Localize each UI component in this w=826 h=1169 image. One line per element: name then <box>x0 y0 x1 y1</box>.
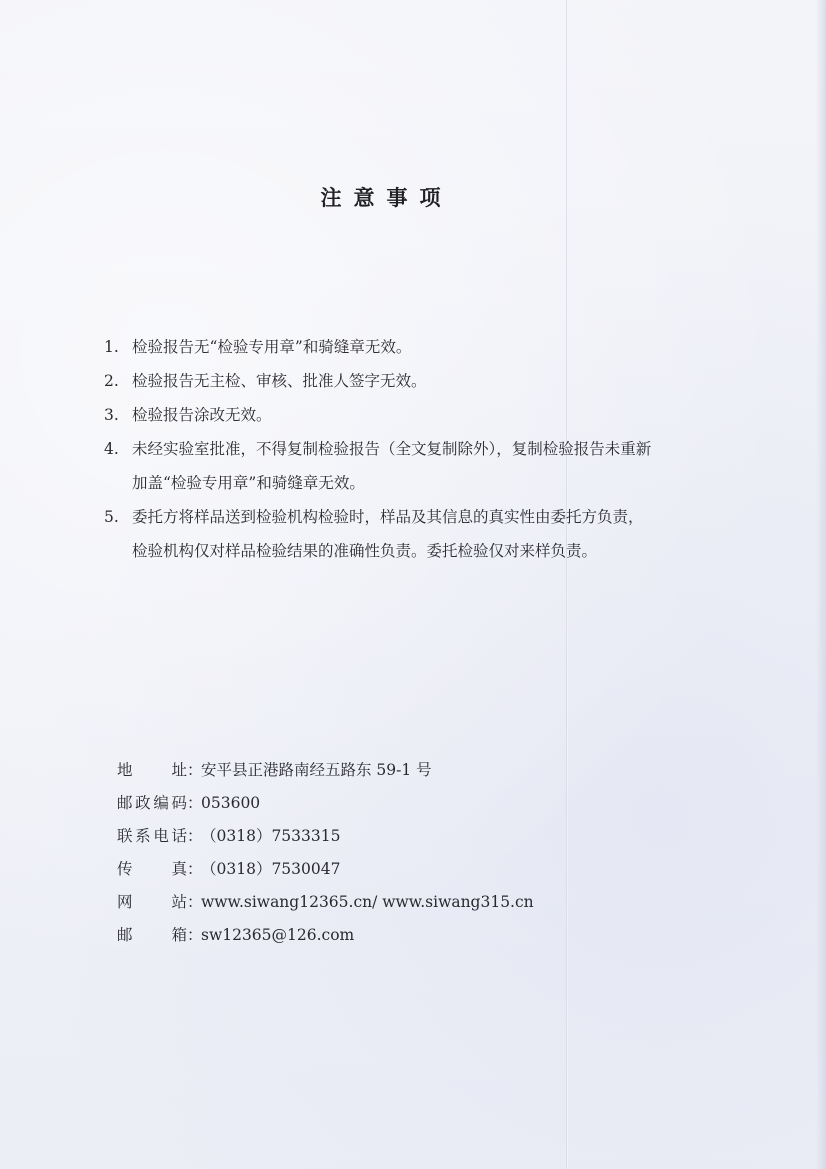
contact-row-email: 邮箱：sw12365@126.com <box>117 919 534 952</box>
note-number: 2. <box>104 372 119 390</box>
note-text: 检验报告涂改无效。 <box>132 406 272 424</box>
note-text: 未经实验室批准，不得复制检验报告（全文复制除外），复制检验报告未重新 <box>132 440 652 458</box>
contact-value: 053600 <box>201 794 261 812</box>
page-title: 注意事项 <box>320 185 453 210</box>
contact-row-phone: 联系电话：（0318）7533315 <box>117 820 534 853</box>
contact-info <box>117 754 534 952</box>
contact-label: 联系电话 <box>117 827 187 845</box>
contact-row-postcode: 邮政编码：053600 <box>117 787 534 820</box>
contact-row-fax: 传真：（0318）7530047 <box>117 853 534 886</box>
note-text-continued: 加盖“检验专用章”和骑缝章无效。 <box>132 474 365 492</box>
note-text-continued: 检验机构仅对样品检验结果的准确性负责。委托检验仅对来样负责。 <box>132 542 598 560</box>
contact-value: www.siwang12365.cn/ www.siwang315.cn <box>201 893 534 911</box>
contact-label: 邮政编码 <box>117 794 187 812</box>
contact-value: 安平县正港路南经五路东 59-1 号 <box>201 761 432 779</box>
contact-label: 地址 <box>117 761 187 779</box>
contact-row-address: 地址：安平县正港路南经五路东 59-1 号 <box>117 754 534 787</box>
contact-label: 邮箱 <box>117 926 187 944</box>
note-number: 4. <box>104 440 119 458</box>
note-item-5 <box>104 500 704 568</box>
contact-label: 网站 <box>117 893 187 911</box>
note-number: 5. <box>104 508 119 526</box>
note-item-4 <box>104 432 704 500</box>
contact-value: （0318）7530047 <box>201 860 341 878</box>
contact-value: （0318）7533315 <box>201 827 341 845</box>
note-item-3 <box>104 398 704 432</box>
contact-label: 传真 <box>117 860 187 878</box>
note-number: 1. <box>104 338 119 356</box>
note-item-1 <box>104 330 704 364</box>
page-fold-line <box>566 0 568 1169</box>
note-item-2 <box>104 364 704 398</box>
contact-value: sw12365@126.com <box>201 926 355 944</box>
note-number: 3. <box>104 406 119 424</box>
note-text: 检验报告无主检、审核、批准人签字无效。 <box>132 372 427 390</box>
note-text: 委托方将样品送到检验机构检验时，样品及其信息的真实性由委托方负责， <box>132 508 644 526</box>
note-text: 检验报告无“检验专用章”和骑缝章无效。 <box>132 338 412 356</box>
contact-row-website: 网站：www.siwang12365.cn/ www.siwang315.cn <box>117 886 534 919</box>
page-edge-shadow <box>816 0 826 1169</box>
notes-list <box>104 330 704 568</box>
